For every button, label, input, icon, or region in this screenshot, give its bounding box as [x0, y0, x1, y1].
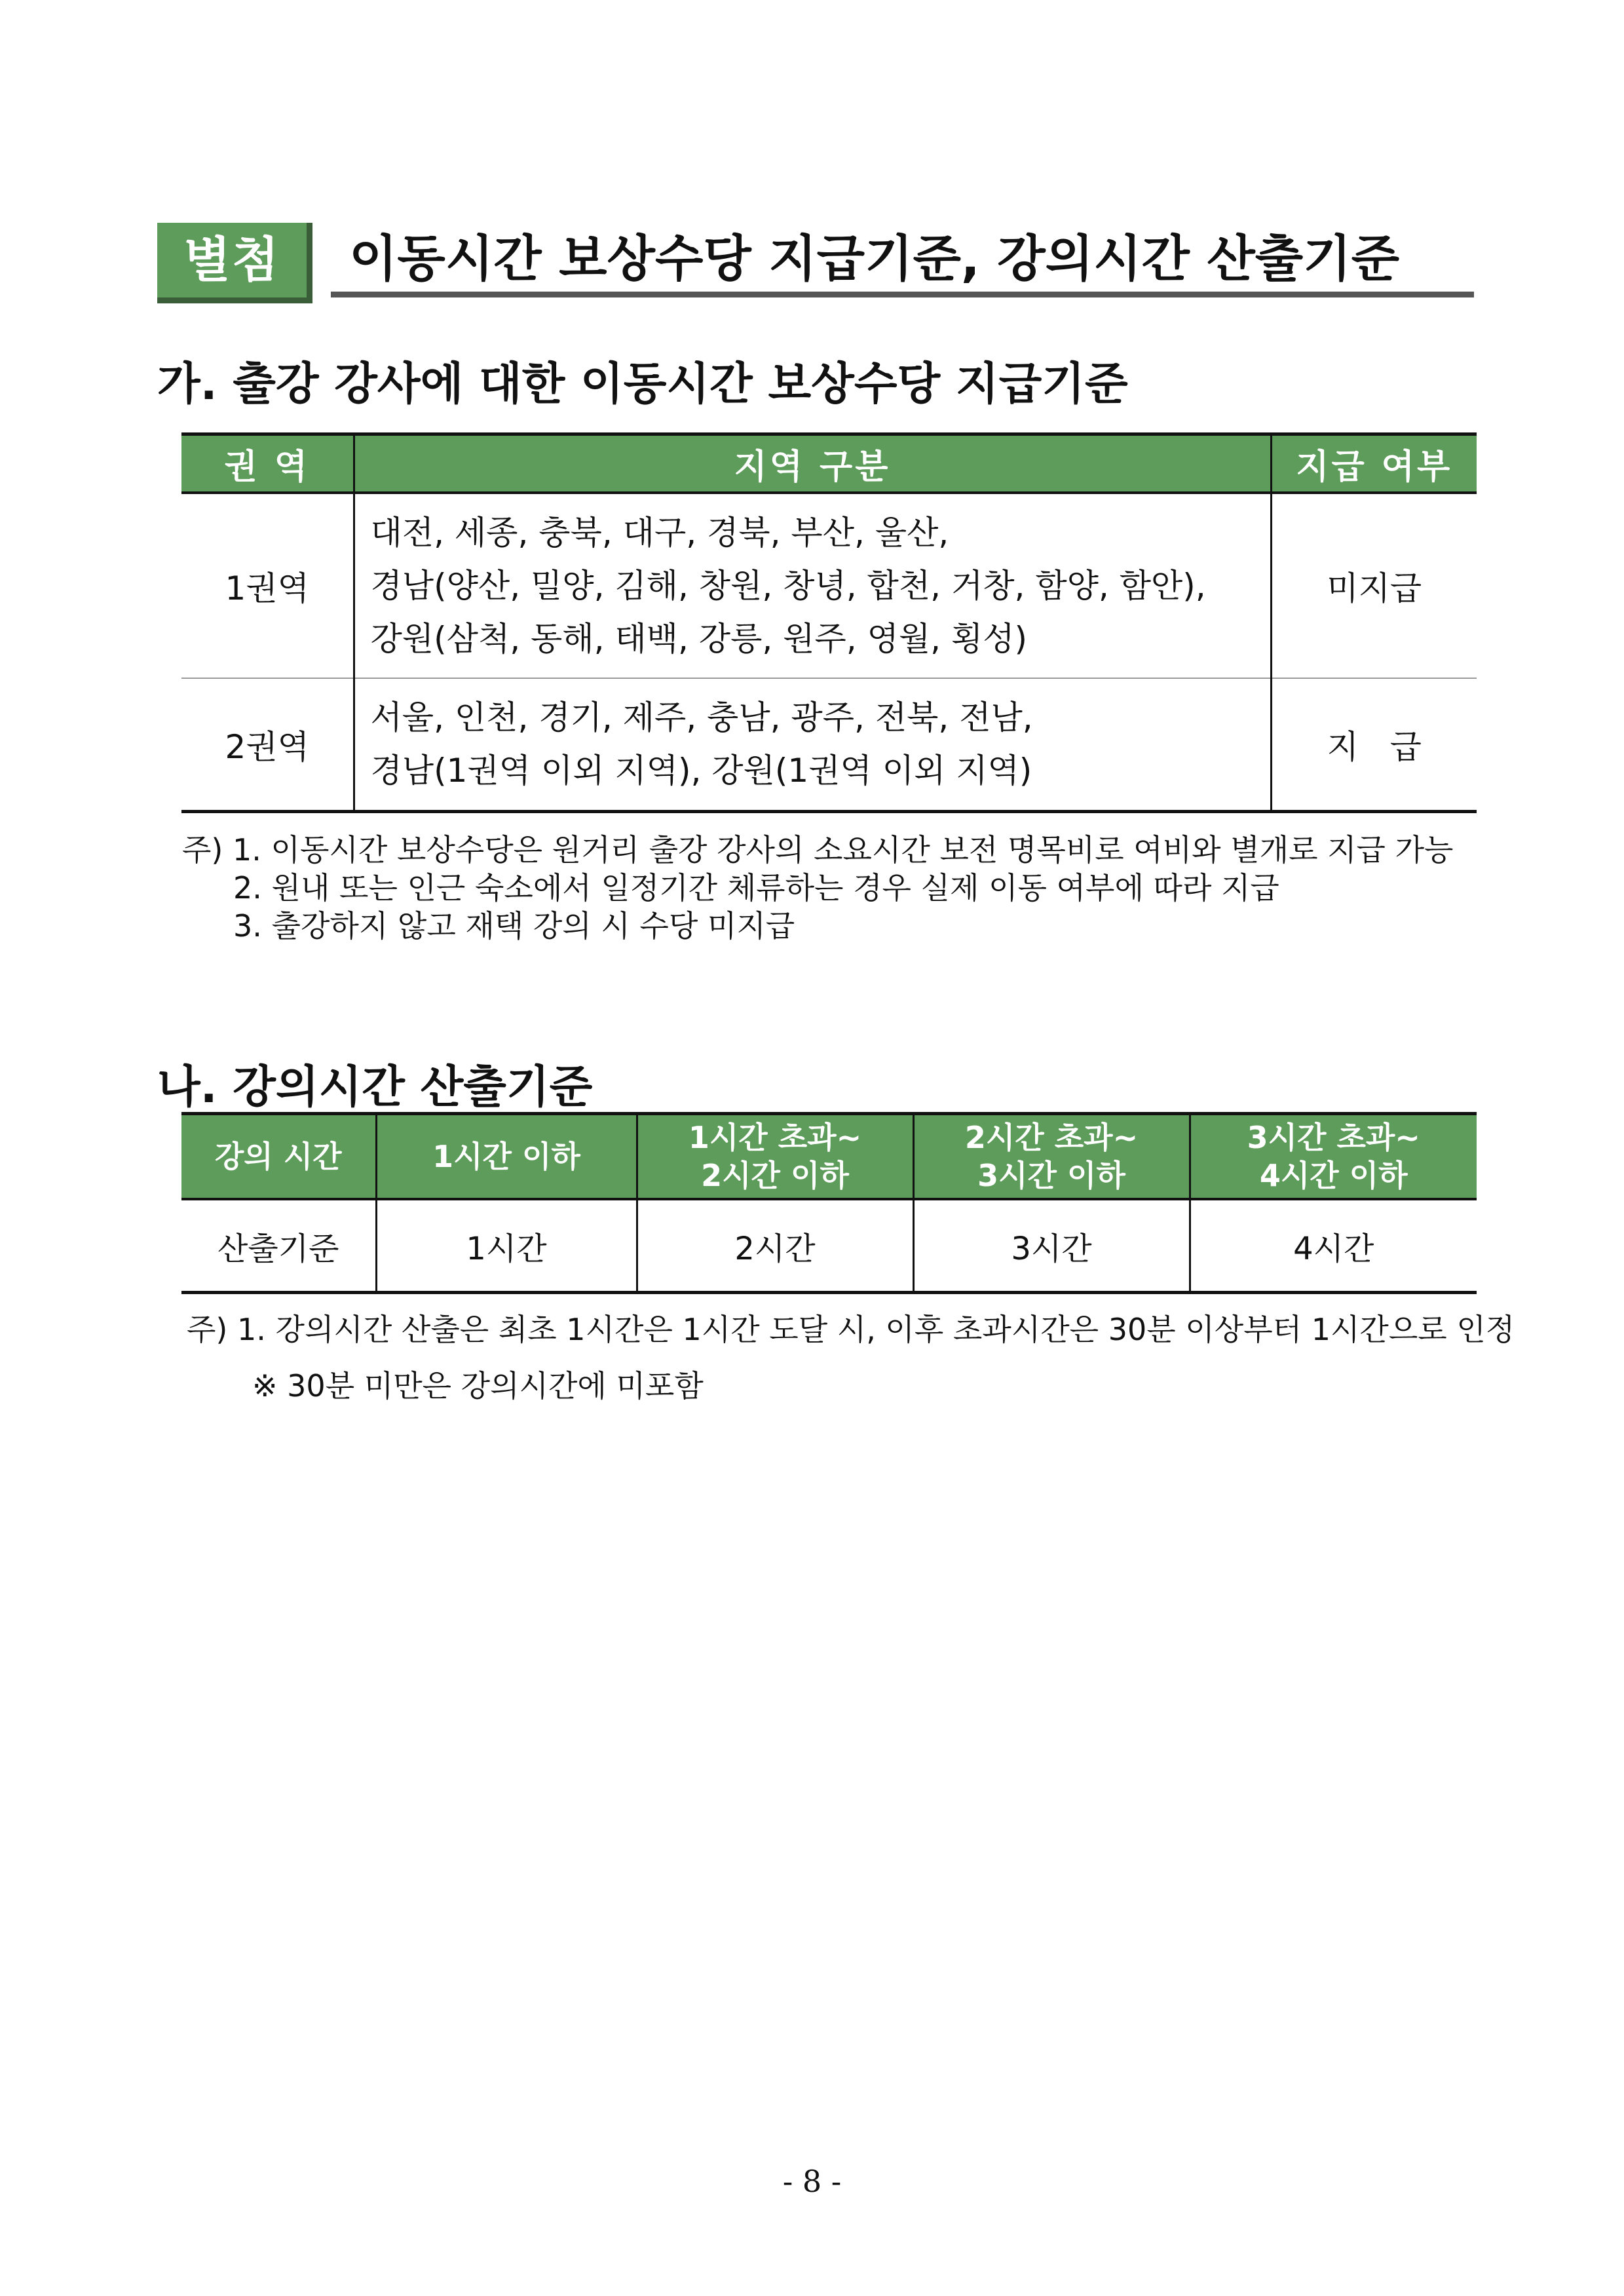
section-a-title: 가. 출강 강사에 대한 이동시간 보상수당 지급기준: [157, 358, 1128, 410]
section-b-title: 나. 강의시간 산출기준: [157, 1062, 593, 1113]
section-b-notes: [187, 1301, 1515, 1414]
payment-cell: 미지급: [1271, 493, 1477, 678]
table-row: [181, 493, 1477, 678]
header-line: 2시간 초과~: [964, 1120, 1139, 1155]
column-header-region: 지역 구분: [354, 434, 1271, 493]
table-header-row: [181, 434, 1477, 493]
note-line: 2. 원내 또는 인근 숙소에서 일정기간 체류하는 경우 실제 이동 여부에 따라 지급: [233, 870, 1279, 906]
travel-allowance-table: [181, 432, 1477, 813]
region-line: 경남(양산, 밀양, 김해, 창원, 창녕, 합천, 거창, 함양, 함안),: [370, 566, 1206, 605]
value-cell: 4시간: [1190, 1199, 1477, 1293]
header-line: 2시간 이하: [701, 1158, 849, 1193]
header-line: 1시간 이하: [432, 1139, 580, 1174]
note-line: 3. 출강하지 않고 재택 강의 시 수당 미지급: [233, 908, 795, 944]
document-header: [157, 223, 1474, 305]
table-header-row: [181, 1114, 1477, 1200]
header-line: 강의 시간: [214, 1139, 342, 1174]
column-header-2h: [637, 1114, 913, 1200]
region-line: 강원(삼척, 동해, 태백, 강릉, 원주, 영월, 횡성): [370, 619, 1028, 658]
column-header-1h: [376, 1114, 637, 1200]
page-number: - 8 -: [782, 2164, 842, 2199]
table-row: [181, 678, 1477, 812]
region-line: 경남(1권역 이외 지역), 강원(1권역 이외 지역): [370, 752, 1032, 790]
region-cell: [354, 493, 1271, 678]
header-line: 4시간 이하: [1259, 1158, 1408, 1193]
header-line: 3시간 초과~: [1247, 1120, 1420, 1155]
header-line: 1시간 초과~: [688, 1120, 862, 1155]
value-cell: 3시간: [913, 1199, 1190, 1293]
column-header-lecture-time: [181, 1114, 376, 1200]
note-line: 주) 1. 이동시간 보상수당은 원거리 출강 강사의 소요시간 보전 명목비로 여비와 별개로 지급 가능: [182, 832, 1454, 868]
lecture-time-table: [181, 1112, 1477, 1294]
region-cell: [354, 678, 1271, 812]
attachment-badge: 별첨: [157, 223, 312, 303]
value-cell: 2시간: [637, 1199, 913, 1293]
row-label-cell: 산출기준: [217, 1230, 339, 1267]
column-header-4h: [1190, 1114, 1477, 1200]
header-line: 3시간 이하: [977, 1158, 1125, 1193]
region-line: 대전, 세종, 충북, 대구, 경북, 부산, 울산,: [370, 513, 949, 552]
region-line: 서울, 인천, 경기, 제주, 충남, 광주, 전북, 전남,: [370, 698, 1033, 737]
document-title: 이동시간 보상수당 지급기준, 강의시간 산출기준: [331, 223, 1474, 297]
table-row: [181, 1199, 1477, 1293]
column-header-payment: 지급 여부: [1271, 434, 1477, 493]
column-header-3h: [913, 1114, 1190, 1200]
section-a-notes: [182, 831, 1454, 945]
column-header-zone: 권 역: [181, 434, 354, 493]
note-line: 주) 1. 강의시간 산출은 최초 1시간은 1시간 도달 시, 이후 초과시간은 30분 이상부터 1시간으로 인정: [187, 1312, 1515, 1347]
zone-cell: 1권역: [181, 493, 354, 678]
payment-cell: 지 급: [1271, 678, 1477, 812]
value-cell: 1시간: [376, 1199, 637, 1293]
zone-cell: 2권역: [225, 728, 309, 766]
note-line: ※ 30분 미만은 강의시간에 미포함: [252, 1368, 704, 1404]
